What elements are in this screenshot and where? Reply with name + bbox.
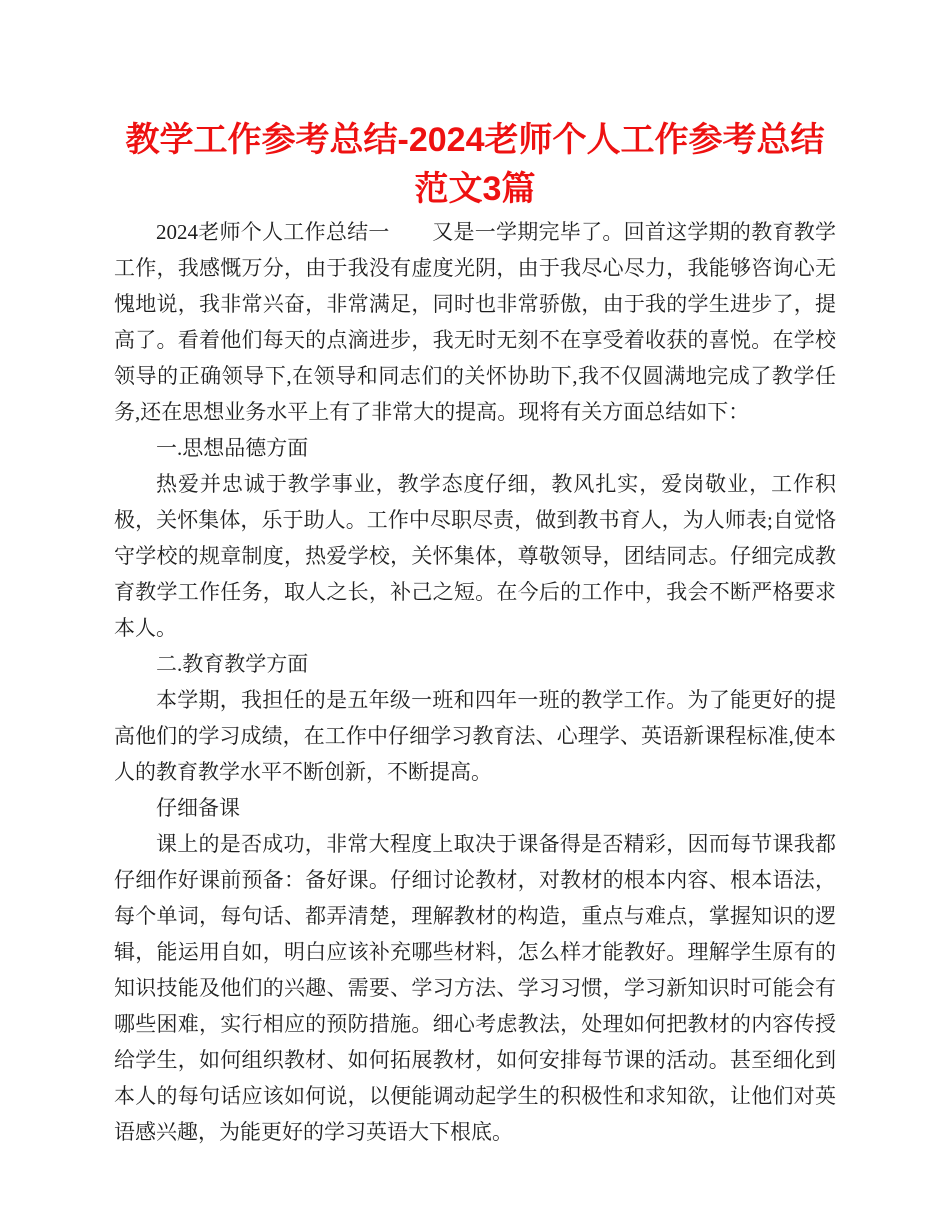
paragraph: 一.思想品德方面 <box>156 436 309 460</box>
paragraph: 课上的是否成功，非常大程度上取决于课备得是否精彩，因而每节课我都仔细作好课前预备：备好课。仔细讨论教材，对教材的根本内容、根本语法，每个单词，每句话、都弄清楚，理解教材的构造，重点与难点，掌握知识的逻辑，能运用自如，明白应该补充哪些材料，怎么样才能教好。理解学生原有的知识技能及他们的兴趣、需要、学习方法、学习习惯，学习新知识时可能会有哪些困难，实行相应的预防措施。细心考虑教法，处理如何把教材的内容传授给学生，如何组织教材、如何拓展教材，如何安排每节课的活动。甚至细化到本人的每句话应该如何说，以便能调动起学生的积极性和求知欲，让他们对英语感兴趣，为能更好的学习英语大下根底。 <box>114 832 836 1144</box>
paragraph: 二.教育教学方面 <box>156 652 309 676</box>
paragraph: 仔细备课 <box>156 796 240 820</box>
document-title <box>114 0 836 214</box>
paragraph: 2024老师个人工作总结一 又是一学期完毕了。回首这学期的教育教学工作，我感慨万分，由于我没有虚度光阴，由于我尽心尽力，我能够咨询心无愧地说，我非常兴奋，非常满足，同时也非常骄傲，由于我的学生进步了，提高了。看着他们每天的点滴进步，我无时无刻不在享受着收获的喜悦。在学校领导的正确领导下,在领导和同志们的关怀协助下,我不仅圆满地完成了教学任务,还在思想业务水平上有了非常大的提高。现将有关方面总结如下： <box>114 220 836 424</box>
paragraph: 本学期，我担任的是五年级一班和四年一班的教学工作。为了能更好的提高他们的学习成绩，在工作中仔细学习教育法、心理学、英语新课程标准,使本人的教育教学水平不断创新，不断提高。 <box>114 688 836 784</box>
document-title-line-2: 范文3篇 <box>414 170 536 208</box>
document-title-line-1: 教学工作参考总结-2024老师个人工作参考总结 <box>125 121 825 159</box>
document-body <box>114 214 836 1150</box>
paragraph: 热爱并忠诚于教学事业，教学态度仔细，教风扎实，爱岗敬业，工作积极，关怀集体，乐于助人。工作中尽职尽责，做到教书育人，为人师表;自觉恪守学校的规章制度，热爱学校，关怀集体，尊敬领导，团结同志。仔细完成教育教学工作任务，取人之长，补己之短。在今后的工作中，我会不断严格要求本人。 <box>114 472 836 640</box>
